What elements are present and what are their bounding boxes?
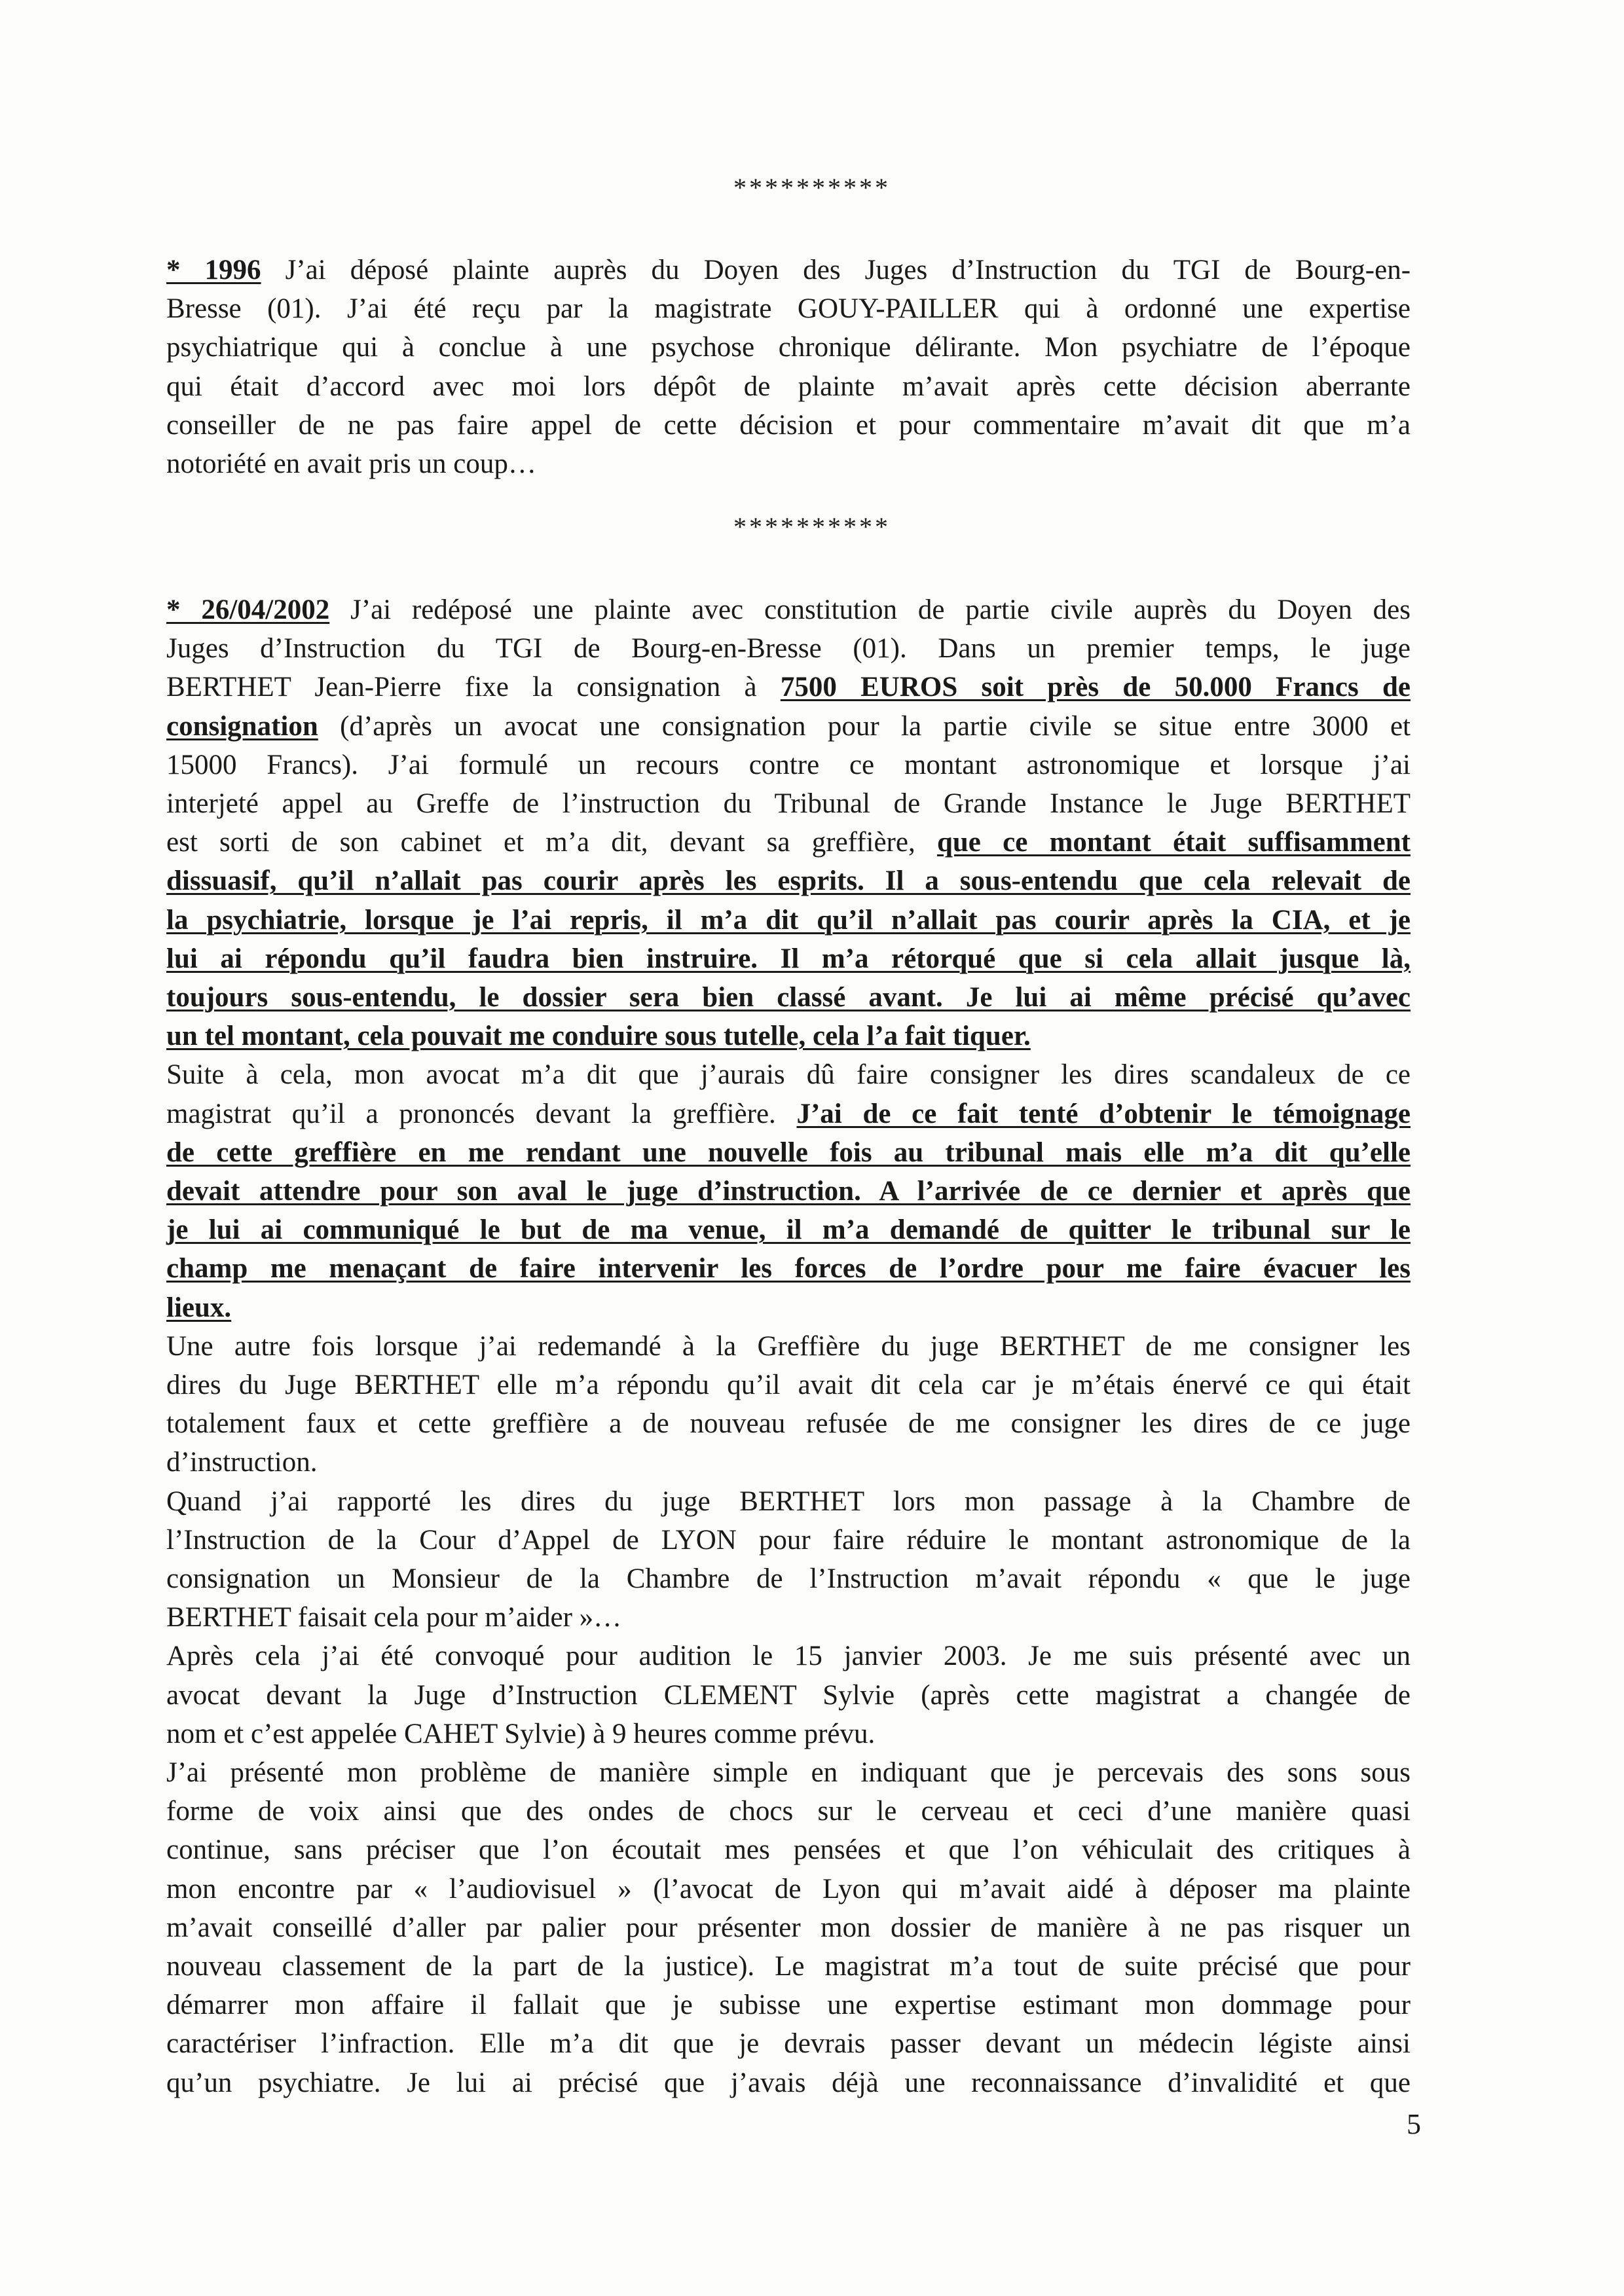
text-run: conseiller de ne pas faire appel de cette décision et pour commentaire m’avait dit que m’a [166, 409, 1411, 441]
text-line [166, 1598, 1411, 1637]
emphasis-text: un tel montant, cela pouvait me conduire sous tutelle, cela l’a fait tiquer. [166, 1021, 1031, 1052]
text-line [166, 1831, 1411, 1870]
text-run: dires du Juge BERTHET elle m’a répondu qu’il avait dit cela car je m’étais énervé ce qui était [166, 1370, 1411, 1400]
text-run: BERTHET Jean-Pierre fixe la consignation à [166, 672, 781, 703]
text-run: mon encontre par « l’audiovisuel » (l’avocat de Lyon qui m’avait aidé à déposer ma plainte [166, 1873, 1411, 1904]
text-line [166, 1249, 1411, 1288]
text-run: forme de voix ainsi que des ondes de chocs sur le cerveau et ceci d’une manière quasi [166, 1796, 1411, 1827]
text-line [166, 1172, 1411, 1211]
text-line [166, 1715, 1411, 1754]
text-line [166, 251, 1411, 290]
text-line [166, 1986, 1411, 2025]
emphasis-text: champ me menaçant de faire intervenir les forces de l’ordre pour me faire évacuer les [166, 1253, 1411, 1285]
text-run: Une autre fois lorsque j’ai redemandé à la Greffière du juge BERTHET de me consigner les [166, 1330, 1411, 1362]
text-line [166, 591, 1411, 630]
text-run: Suite à cela, mon avocat m’a dit que j’aurais dû faire consigner les dires scandaleux de ce [166, 1059, 1411, 1091]
text-run: qu’un psychiatre. Je lui ai précisé que j’avais déjà une reconnaissance d’invalidité et que [166, 2067, 1411, 2098]
text-run: nouveau classement de la part de la justice). Le magistrat m’a tout de suite précisé que pour [166, 1951, 1411, 1982]
text-line [166, 1095, 1411, 1134]
emphasis-text: * 1996 [166, 255, 261, 285]
text-run: J’ai déposé plainte auprès du Doyen des Juges d’Instruction du TGI de Bourg-en- [261, 255, 1411, 285]
text-run: J’ai redéposé une plainte avec constitution de partie civile auprès du Doyen des [329, 594, 1411, 625]
emphasis-text: dissuasif, qu’il n’allait pas courir après les esprits. Il a sous-entendu que cela relevait de [166, 866, 1411, 897]
emphasis-text: consignation [166, 710, 318, 742]
text-line [166, 2024, 1411, 2064]
text-run: continue, sans préciser que l’on écoutait mes pensées et que l’on véhiculait des critiques à [166, 1834, 1411, 1866]
text-line [166, 367, 1411, 407]
text-line [166, 707, 1411, 746]
text-line [166, 1870, 1411, 1909]
text-line [166, 1055, 1411, 1095]
text-run: totalement faux et cette greffière a de nouveau refusée de me consigner les dires de ce juge [166, 1408, 1411, 1440]
text-line [166, 1559, 1411, 1599]
text-run: qui était d’accord avec moi lors dépôt de plainte m’avait après cette décision aberrante [166, 371, 1411, 402]
emphasis-text: lui ai répondu qu’il faudra bien instruire. Il m’a rétorqué que si cela allait jusque là, [166, 943, 1411, 974]
text-run: (d’après un avocat une consignation pour la partie civile se situe entre 3000 et [318, 710, 1411, 742]
text-line [166, 1443, 1411, 1482]
text-line [166, 1017, 1411, 1056]
text-run: consignation un Monsieur de la Chambre de l’Instruction m’avait répondu « que le juge [166, 1563, 1411, 1594]
text-run: avocat devant la Juge d’Instruction CLEMENT Sylvie (après cette magistrat a changée de [166, 1679, 1411, 1711]
text-line [166, 1908, 1411, 1948]
text-run: psychiatrique qui à conclue à une psychose chronique délirante. Mon psychiatre de l’époque [166, 332, 1411, 363]
text-run: interjeté appel au Greffe de l’instruction du Tribunal de Grande Instance le Juge BERTHET [166, 788, 1411, 819]
emphasis-text: devait attendre pour son aval le juge d’instruction. A l’arrivée de ce dernier et après que [166, 1176, 1411, 1207]
text-line [166, 668, 1411, 707]
text-line [166, 2064, 1411, 2103]
text-line [166, 406, 1411, 445]
text-line [166, 939, 1411, 979]
text-run: BERTHET faisait cela pour m’aider »… [166, 1602, 622, 1633]
text-line [166, 784, 1411, 824]
text-run: Après cela j’ai été convoqué pour audition le 15 janvier 2003. Je me suis présenté avec un [166, 1641, 1411, 1672]
emphasis-text: toujours sous-entendu, le dossier sera bien classé avant. Je lui ai même précisé qu’avec [166, 982, 1411, 1013]
text-line [166, 746, 1411, 785]
text-run: magistrat qu’il a prononcés devant la greffière. [166, 1098, 797, 1129]
text-line [166, 289, 1411, 329]
emphasis-text: je lui ai communiqué le but de ma venue, il m’a demandé de quitter le tribunal sur le [166, 1214, 1411, 1246]
text-run: Bresse (01). J’ai été reçu par la magistrate GOUY-PAILLER qui à ordonné une expertise [166, 293, 1411, 325]
text-run: m’avait conseillé d’aller par palier pour présenter mon dossier de manière à ne pas risquer un [166, 1912, 1411, 1943]
text-line [166, 1133, 1411, 1173]
text-run: démarrer mon affaire il fallait que je subisse une expertise estimant mon dommage pour [166, 1990, 1411, 2021]
text-line [166, 823, 1411, 862]
page-number: 5 [1407, 2108, 1421, 2140]
text-line [166, 328, 1411, 367]
text-line [166, 445, 1411, 484]
text-run: est sorti de son cabinet et m’a dit, devant sa greffière, [166, 827, 937, 858]
emphasis-text: que ce montant était suffisamment [936, 827, 1411, 858]
text-line [166, 1327, 1411, 1366]
emphasis-text: la psychiatrie, lorsque je l’ai repris, il m’a dit qu’il n’allait pas courir après la CIA, et je [166, 904, 1411, 936]
text-line [166, 629, 1411, 668]
text-run: Quand j’ai rapporté les dires du juge BERTHET lors mon passage à la Chambre de [166, 1485, 1411, 1517]
text-line [166, 1482, 1411, 1522]
text-line [166, 1521, 1411, 1560]
text-line [166, 1404, 1411, 1444]
text-line [166, 1676, 1411, 1715]
section-separator: ********** [733, 173, 891, 202]
text-run: d’instruction. [166, 1447, 318, 1478]
text-line [166, 1947, 1411, 1986]
emphasis-text: lieux. [166, 1292, 232, 1323]
emphasis-text: 7500 EUROS soit près de 50.000 Francs de [780, 672, 1411, 703]
text-run: Juges d’Instruction du TGI de Bourg-en-Bresse (01). Dans un premier temps, le juge [166, 633, 1411, 665]
text-run: J’ai présenté mon problème de manière simple en indiquant que je percevais des sons sous [166, 1757, 1411, 1788]
emphasis-text: J’ai de ce fait tenté d’obtenir le témoignage [796, 1098, 1411, 1129]
text-line [166, 1288, 1411, 1328]
section-separator: ********** [733, 512, 891, 541]
text-line [166, 901, 1411, 940]
text-run: notoriété en avait pris un coup… [166, 448, 536, 479]
text-run: 15000 Francs). J’ai formulé un recours contre ce montant astronomique et lorsque j’ai [166, 749, 1411, 780]
emphasis-text: * 26/04/2002 [166, 594, 330, 625]
text-run: l’Instruction de la Cour d’Appel de LYON pour faire réduire le montant astronomique de la [166, 1524, 1411, 1556]
text-line [166, 1366, 1411, 1405]
text-line [166, 978, 1411, 1017]
text-line [166, 1792, 1411, 1831]
text-line [166, 1637, 1411, 1676]
text-run: nom et c’est appelée CAHET Sylvie) à 9 heures comme prévu. [166, 1718, 876, 1749]
text-line [166, 862, 1411, 901]
text-run: caractériser l’infraction. Elle m’a dit que je devrais passer devant un médecin légiste ainsi [166, 2028, 1411, 2060]
emphasis-text: de cette greffière en me rendant une nouvelle fois au tribunal mais elle m’a dit qu’elle [166, 1137, 1411, 1168]
text-line [166, 1211, 1411, 1250]
text-line [166, 1753, 1411, 1793]
